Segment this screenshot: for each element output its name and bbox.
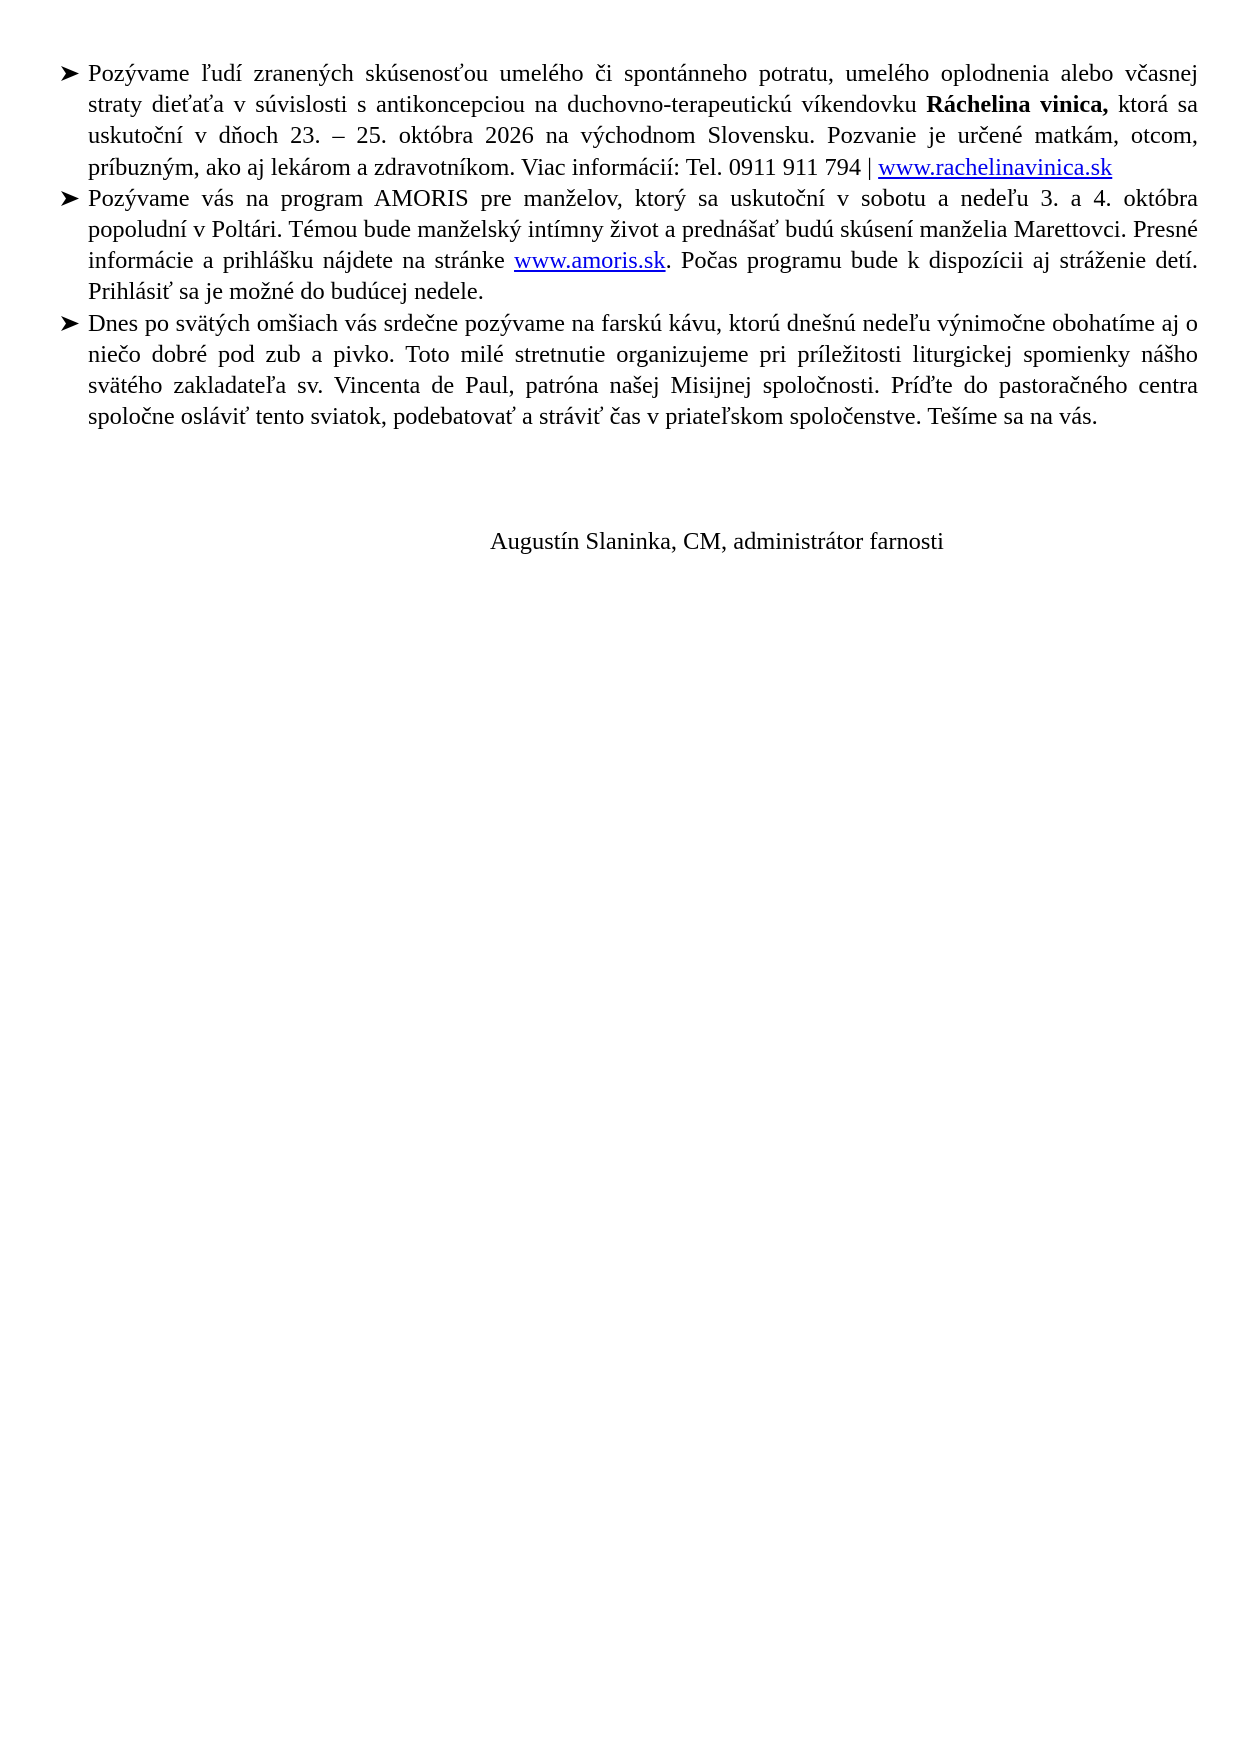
announcement-list (88, 58, 1198, 432)
announcement-text: . Počas programu bude k dispozícii aj stráženie detí. Prihlásiť sa je možné do budúcej nedele. (88, 247, 1198, 306)
announcement-parish-coffee (88, 308, 1198, 433)
amoris-link[interactable]: www.amoris.sk (514, 247, 666, 275)
announcement-text: ktorá sa uskutoční v dňoch 23. – 25. októbra 2026 na východnom Slovensku. Pozvanie je určené matkám, otcom, príbuzným, ako aj lekárom a zdravotníkom. Viac informácií: Tel. 0911 911 794 | (88, 91, 1199, 181)
arrowhead-bullet-icon (60, 65, 80, 82)
announcement-text: Pozývame ľudí zranených skúsenosťou umelého či spontánneho potratu, umelého oplodnenia alebo včasnej straty dieťaťa v súvislosti s antikoncepciou na duchovno-terapeutickú víkendovku (88, 60, 1198, 119)
event-name-bold: Ráchelina vinica, (926, 91, 1109, 119)
announcement-amoris (88, 183, 1198, 308)
arrowhead-bullet-icon (60, 183, 82, 214)
arrowhead-bullet-icon (60, 58, 82, 89)
arrowhead-bullet-icon (60, 190, 80, 207)
arrowhead-bullet-icon (60, 308, 82, 339)
announcement-text: Dnes po svätých omšiach vás srdečne pozývame na farskú kávu, ktorú dnešnú nedeľu výnimočne obohatíme aj o niečo dobré pod zub a pivko. Toto milé stretnutie organizujeme pri príležitosti liturgickej spomienky nášho svätého zakladateľa sv. Vincenta de Paul, patróna našej Misijnej spoločnosti. Príďte do pastoračného centra spoločne osláviť tento sviatok, podebatovať a stráviť čas v priateľskom spoločenstve. Tešíme sa na vás. (88, 309, 1198, 431)
arrowhead-bullet-icon (60, 315, 80, 332)
announcement-text: Pozývame vás na program AMORIS pre manželov, ktorý sa uskutoční v sobotu a nedeľu 3. a 4. októbra popoludní v Poltári. Témou bude manželský intímny život a prednášať budú skúsení manželia Marettovci. Presné informácie a prihlášku nájdete na stránke (88, 184, 1198, 275)
announcement-rachelina-vinica (88, 58, 1198, 183)
signature: Augustín Slaninka, CM, administrátor farnosti (490, 528, 944, 555)
rachelinavinica-link[interactable]: www.rachelinavinica.sk (878, 153, 1113, 181)
